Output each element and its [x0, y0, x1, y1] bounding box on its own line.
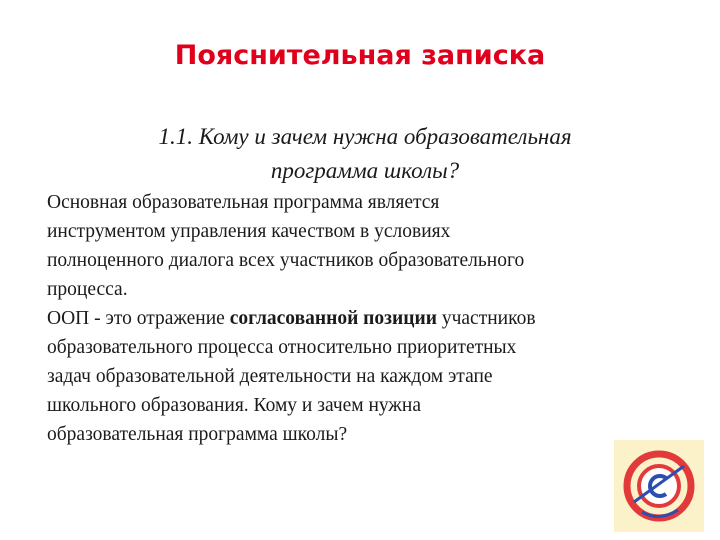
text-line: Основная образовательная программа является [47, 192, 440, 213]
text-line: школьного образования. Кому и зачем нужна [47, 395, 421, 416]
bold-phrase: согласованной позиции [229, 308, 437, 329]
text-fragment: участников [436, 308, 536, 329]
text-fragment: ООП - это отражение [47, 308, 230, 329]
subtitle-line: 1.1. Кому и зачем нужна образовательная [158, 124, 572, 149]
text-line: процесса. [47, 279, 128, 300]
paragraph-oop-position [47, 304, 687, 449]
slide-subtitle [80, 120, 650, 188]
slide-body [47, 188, 687, 449]
paragraph-oop-definition [47, 188, 687, 304]
education-emblem-icon [614, 440, 704, 532]
text-line: задач образовательной деятельности на каждом этапе [47, 366, 493, 387]
subtitle-line: программа школы? [270, 158, 460, 183]
slide-title: Пояснительная записка [174, 40, 546, 71]
text-line: полноценного диалога всех участников образовательного [47, 250, 525, 271]
text-line: образовательного процесса относительно приоритетных [47, 337, 517, 358]
text-line: инструментом управления качеством в условиях [47, 221, 451, 242]
text-line: образовательная программа школы? [47, 424, 348, 445]
